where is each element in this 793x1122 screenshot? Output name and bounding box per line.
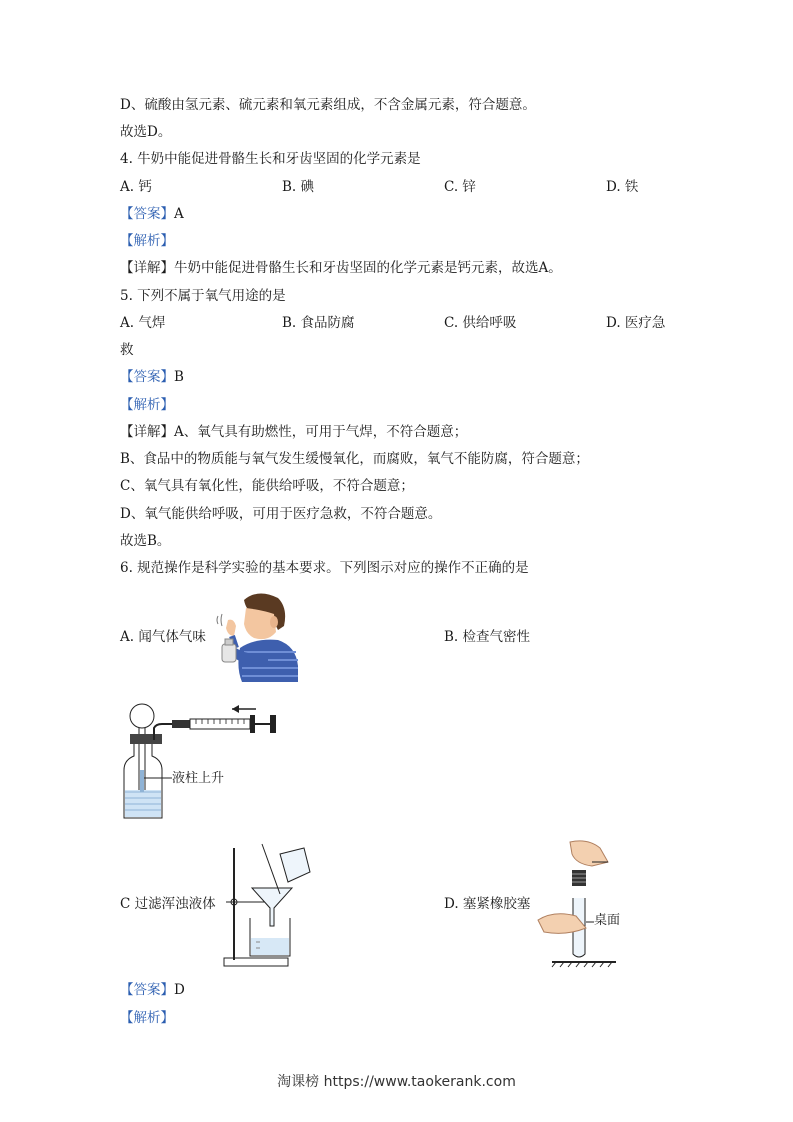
answer-tag: 【答案】	[120, 206, 174, 222]
answer-value: A	[174, 206, 184, 222]
q4-detail	[120, 259, 562, 277]
text-line: D、氧气能供给呼吸，可用于医疗急救，不符合题意。	[120, 506, 442, 522]
q6-option-b: B. 检查气密性	[444, 629, 531, 645]
q6-option-a: A. 闻气体气味	[120, 629, 206, 645]
q4-option-c: C. 锌	[444, 179, 476, 195]
q4-option-b: B. 碘	[282, 179, 315, 195]
detail-text: A、氧气具有助燃性，可用于气焊，不符合题意；	[174, 424, 468, 440]
text-line: B、食品中的物质能与氧气发生缓慢氧化，而腐败，氧气不能防腐，符合题意；	[120, 451, 589, 467]
q6-answer	[120, 981, 185, 999]
smelling-gas-figure	[218, 590, 300, 684]
stopper-figure	[536, 836, 628, 968]
text-line: 故选B。	[120, 533, 171, 549]
analysis-tag: 【解析】	[120, 1010, 174, 1026]
analysis-tag: 【解析】	[120, 233, 174, 249]
text-line: D、硫酸由氢元素、硫元素和氧元素组成，不含金属元素，符合题意。	[120, 97, 536, 113]
filtration-figure	[222, 842, 312, 970]
answer-tag: 【答案】	[120, 369, 174, 385]
q4-option-a: A. 钙	[120, 179, 152, 195]
q6-option-c: C 过滤浑浊液体	[120, 896, 216, 912]
q4-stem: 4. 牛奶中能促进骨骼生长和牙齿坚固的化学元素是	[120, 151, 421, 167]
text-line: C、氧气具有氧化性，能供给呼吸，不符合题意；	[120, 478, 414, 494]
q4-answer	[120, 205, 184, 223]
q5-stem: 5. 下列不属于氧气用途的是	[120, 288, 286, 304]
q5-option-wrap: 救	[120, 342, 134, 358]
q5-detail	[120, 423, 467, 441]
answer-value: D	[174, 982, 185, 998]
airtightness-check-figure	[120, 700, 285, 825]
answer-tag: 【答案】	[120, 982, 174, 998]
detail-text: 牛奶中能促进骨骼生长和牙齿坚固的化学元素是钙元素，故选A。	[174, 260, 562, 276]
desk-label: 桌面	[594, 913, 621, 928]
answer-value: B	[174, 369, 184, 385]
q6-stem: 6. 规范操作是科学实验的基本要求。下列图示对应的操作不正确的是	[120, 560, 529, 576]
q6-option-d: D. 塞紧橡胶塞	[444, 896, 531, 912]
footer-watermark: 淘课榜 https://www.taokerank.com	[277, 1074, 516, 1090]
q5-option-c: C. 供给呼吸	[444, 315, 517, 331]
q5-option-b: B. 食品防腐	[282, 315, 355, 331]
text-line: 故选D。	[120, 124, 172, 140]
analysis-tag: 【解析】	[120, 397, 174, 413]
q4-analysis	[120, 232, 174, 250]
q5-analysis	[120, 396, 174, 414]
q5-option-a: A. 气焊	[120, 315, 166, 331]
detail-tag: 【详解】	[120, 424, 174, 440]
detail-tag: 【详解】	[120, 260, 174, 276]
q6-analysis	[120, 1009, 174, 1027]
q5-answer	[120, 368, 184, 386]
q4-option-d: D. 铁	[606, 179, 639, 195]
liquid-rise-label: 液柱上升	[172, 771, 225, 786]
q5-option-d: D. 医疗急	[606, 315, 666, 331]
